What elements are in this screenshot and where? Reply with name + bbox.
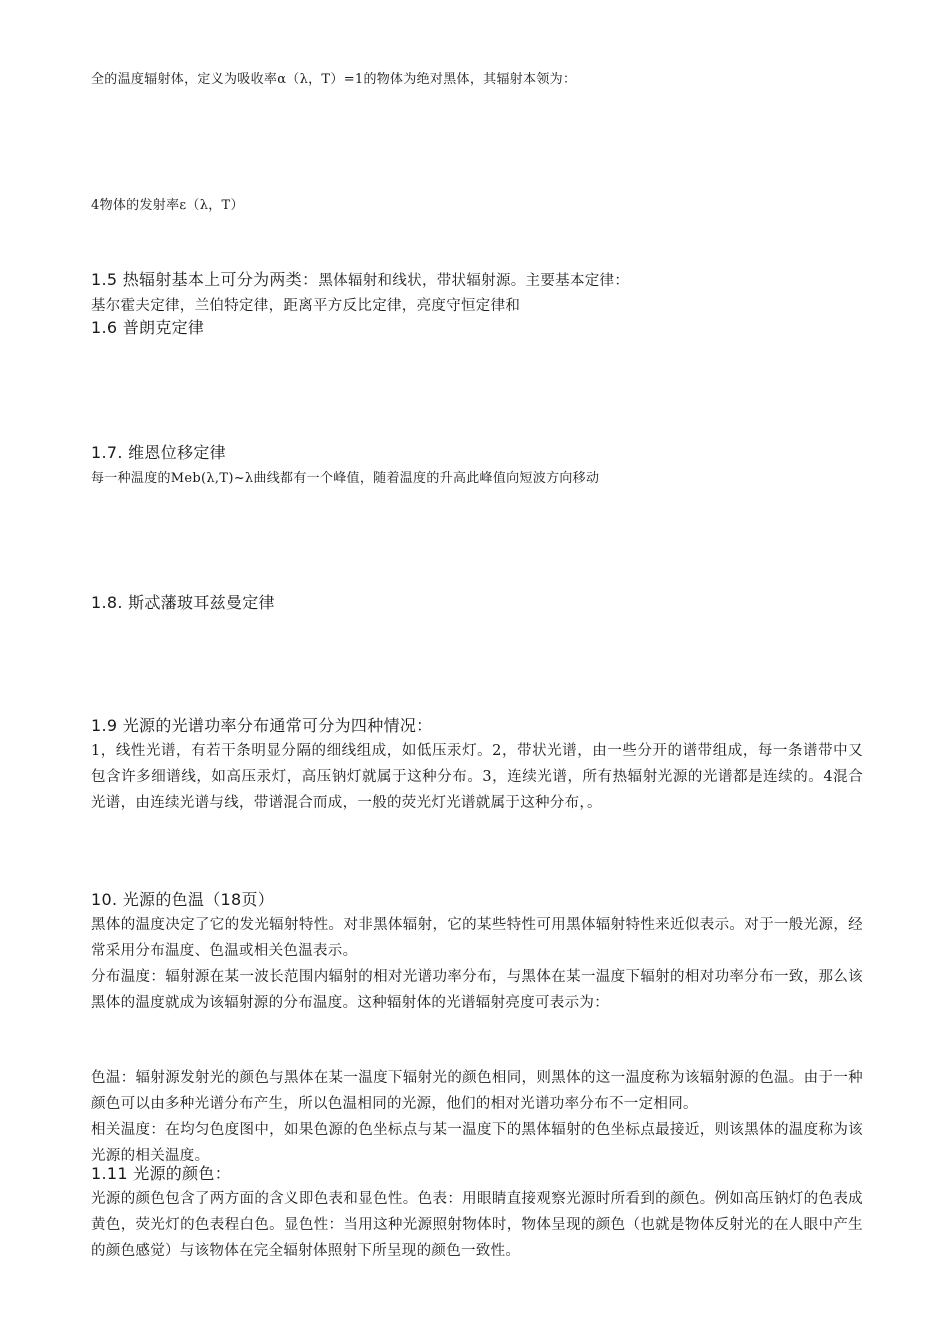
section-10-para-3: 色温：辐射源发射光的颜色与黑体在某一温度下辐射光的颜色相同，则黑体的这一温度称为该辐射源的色温。由于一种颜色可以由多种光谱分布产生，所以色温相同的光源，他们的相对光谱功率分布不一定相同。 bbox=[91, 1070, 863, 1112]
section-1-11-heading: 1.11 光源的颜色： bbox=[91, 1164, 232, 1183]
section-1-11-text: 光源的颜色包含了两方面的含义即色表和显色性。色表：用眼睛直接观察光源时所看到的颜色。例如高压钠灯的色表成黄色，荧光灯的色表程白色。显色性：当用这种光源照射物体时，物体呈现的颜色（也就是物体反射光的在人眼中产生的颜色感觉）与该物体在完全辐射体照射下所呈现的颜色一致性。 bbox=[91, 1191, 863, 1259]
section-1-9-text: 1，线性光谱，有若干条明显分隔的细线组成，如低压汞灯。2，带状光谱，由一些分开的谱带组成，每一条谱带中又包含许多细谱线，如高压汞灯，高压钠灯就属于这种分布。3，连续光谱，所有热辐射光源的光谱都是连续的。4混合光谱，由连续光谱与线，带谱混合而成，一般的荧光灯光谱就属于这种分布，。 bbox=[91, 743, 863, 811]
section-1-8 bbox=[91, 591, 863, 615]
emissivity-section bbox=[91, 194, 863, 218]
section-1-7-heading: 1.7. 维恩位移定律 bbox=[91, 443, 226, 462]
section-1-5-heading: 1.5 热辐射基本上可分为两类： bbox=[91, 270, 319, 289]
section-10 bbox=[91, 888, 863, 1016]
section-1-6-heading: 1.6 普朗克定律 bbox=[91, 318, 205, 337]
emissivity-text: 4物体的发射率ε（λ，T） bbox=[91, 198, 244, 213]
section-1-5 bbox=[91, 267, 863, 319]
section-1-7 bbox=[91, 441, 863, 491]
document-page bbox=[91, 0, 863, 1344]
section-1-7-text: 每一种温度的Meb(λ,T)~λ曲线都有一个峰值，随着温度的升高此峰值向短波方向移动 bbox=[91, 471, 600, 486]
section-1-5-inline-text: 黑体辐射和线状，带状辐射源。主要基本定律： bbox=[318, 273, 630, 289]
section-10-continued bbox=[91, 1065, 863, 1169]
blackbody-definition-text: 全的温度辐射体，定义为吸收率α（λ，T）=1的物体为绝对黑体，其辐射本领为： bbox=[91, 72, 577, 87]
section-10-heading: 10. 光源的色温（18页） bbox=[91, 890, 275, 909]
section-1-5-second-line: 基尔霍夫定律，兰伯特定律，距离平方反比定律，亮度守恒定律和 bbox=[91, 298, 521, 314]
section-1-11 bbox=[91, 1162, 863, 1264]
section-10-para-1: 黑体的温度决定了它的发光辐射特性。对非黑体辐射，它的某些特性可用黑体辐射特性来近似表示。对于一般光源，经常采用分布温度、色温或相关色温表示。 bbox=[91, 917, 863, 959]
section-1-8-heading: 1.8. 斯忒藩玻耳兹曼定律 bbox=[91, 593, 275, 612]
section-1-9 bbox=[91, 714, 863, 816]
section-1-6 bbox=[91, 316, 863, 340]
section-1-5-first-line bbox=[91, 267, 863, 294]
section-10-para-2: 分布温度：辐射源在某一波长范围内辐射的相对光谱功率分布，与黑体在某一温度下辐射的相对功率分布一致，那么该黑体的温度就成为该辐射源的分布温度。这种辐射体的光谱辐射亮度可表示为： bbox=[91, 969, 863, 1011]
intro-section bbox=[91, 68, 863, 92]
section-10-para-4: 相关温度：在均匀色度图中，如果色源的色坐标点与某一温度下的黑体辐射的色坐标点最接近，则该黑体的温度称为该光源的相关温度。 bbox=[91, 1122, 863, 1164]
section-1-9-heading: 1.9 光源的光谱功率分布通常可分为四种情况： bbox=[91, 716, 433, 735]
